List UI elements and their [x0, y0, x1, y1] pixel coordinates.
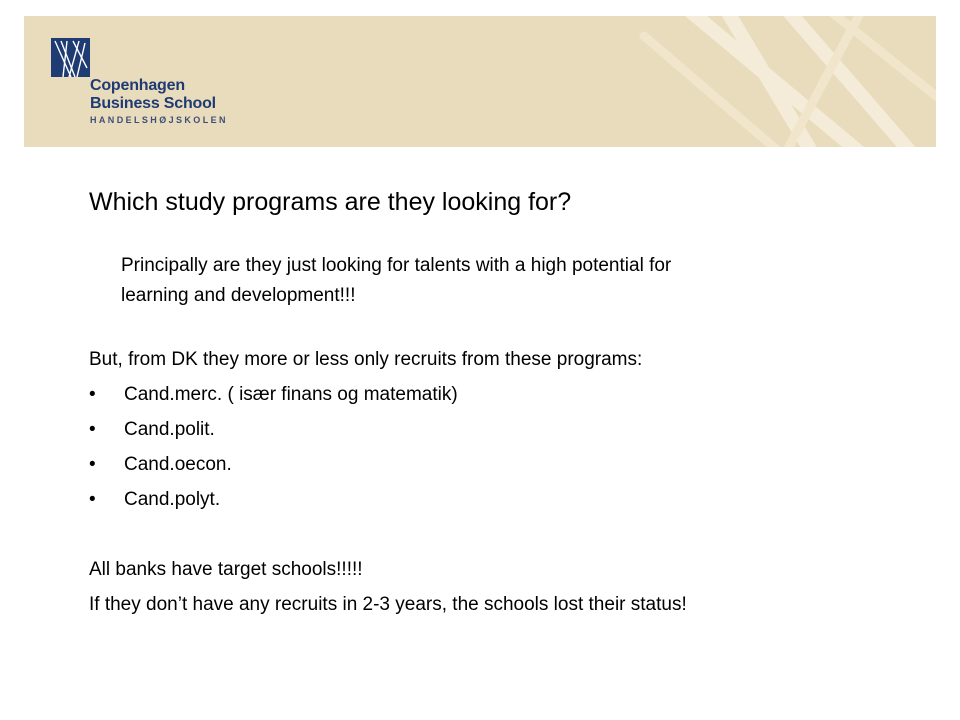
bullet-icon: •: [89, 384, 96, 405]
intro-line-1: Principally are they just looking for talents with a high potential for: [121, 255, 672, 276]
logo-line-copenhagen: Copenhagen: [90, 77, 185, 94]
logo-line-business-school: Business School: [90, 95, 216, 112]
status-warning-text: If they don’t have any recruits in 2-3 years, the schools lost their status!: [89, 594, 687, 615]
cbs-logo-text: [90, 77, 228, 127]
intro-paragraph: [121, 251, 841, 311]
target-schools-text: All banks have target schools!!!!!: [89, 559, 363, 580]
cbs-logo-icon: [51, 38, 90, 77]
header-band: [24, 16, 936, 147]
bullet-icon: •: [89, 454, 96, 475]
bullet-icon: •: [89, 489, 96, 510]
bullet-icon: •: [89, 419, 96, 440]
list-item-text: Cand.polit.: [124, 419, 215, 440]
programs-lead-text: But, from DK they more or less only recruits from these programs:: [89, 349, 643, 370]
intro-line-2: learning and development!!!: [121, 285, 356, 306]
list-item-text: Cand.polyt.: [124, 489, 221, 510]
list-item-text: Cand.merc. ( især finans og matematik): [124, 384, 458, 405]
list-item-text: Cand.oecon.: [124, 454, 232, 475]
slide-title: Which study programs are they looking for?: [89, 188, 572, 216]
logo-line-handelshojskolen: HANDELSHØJSKOLEN: [90, 115, 228, 125]
